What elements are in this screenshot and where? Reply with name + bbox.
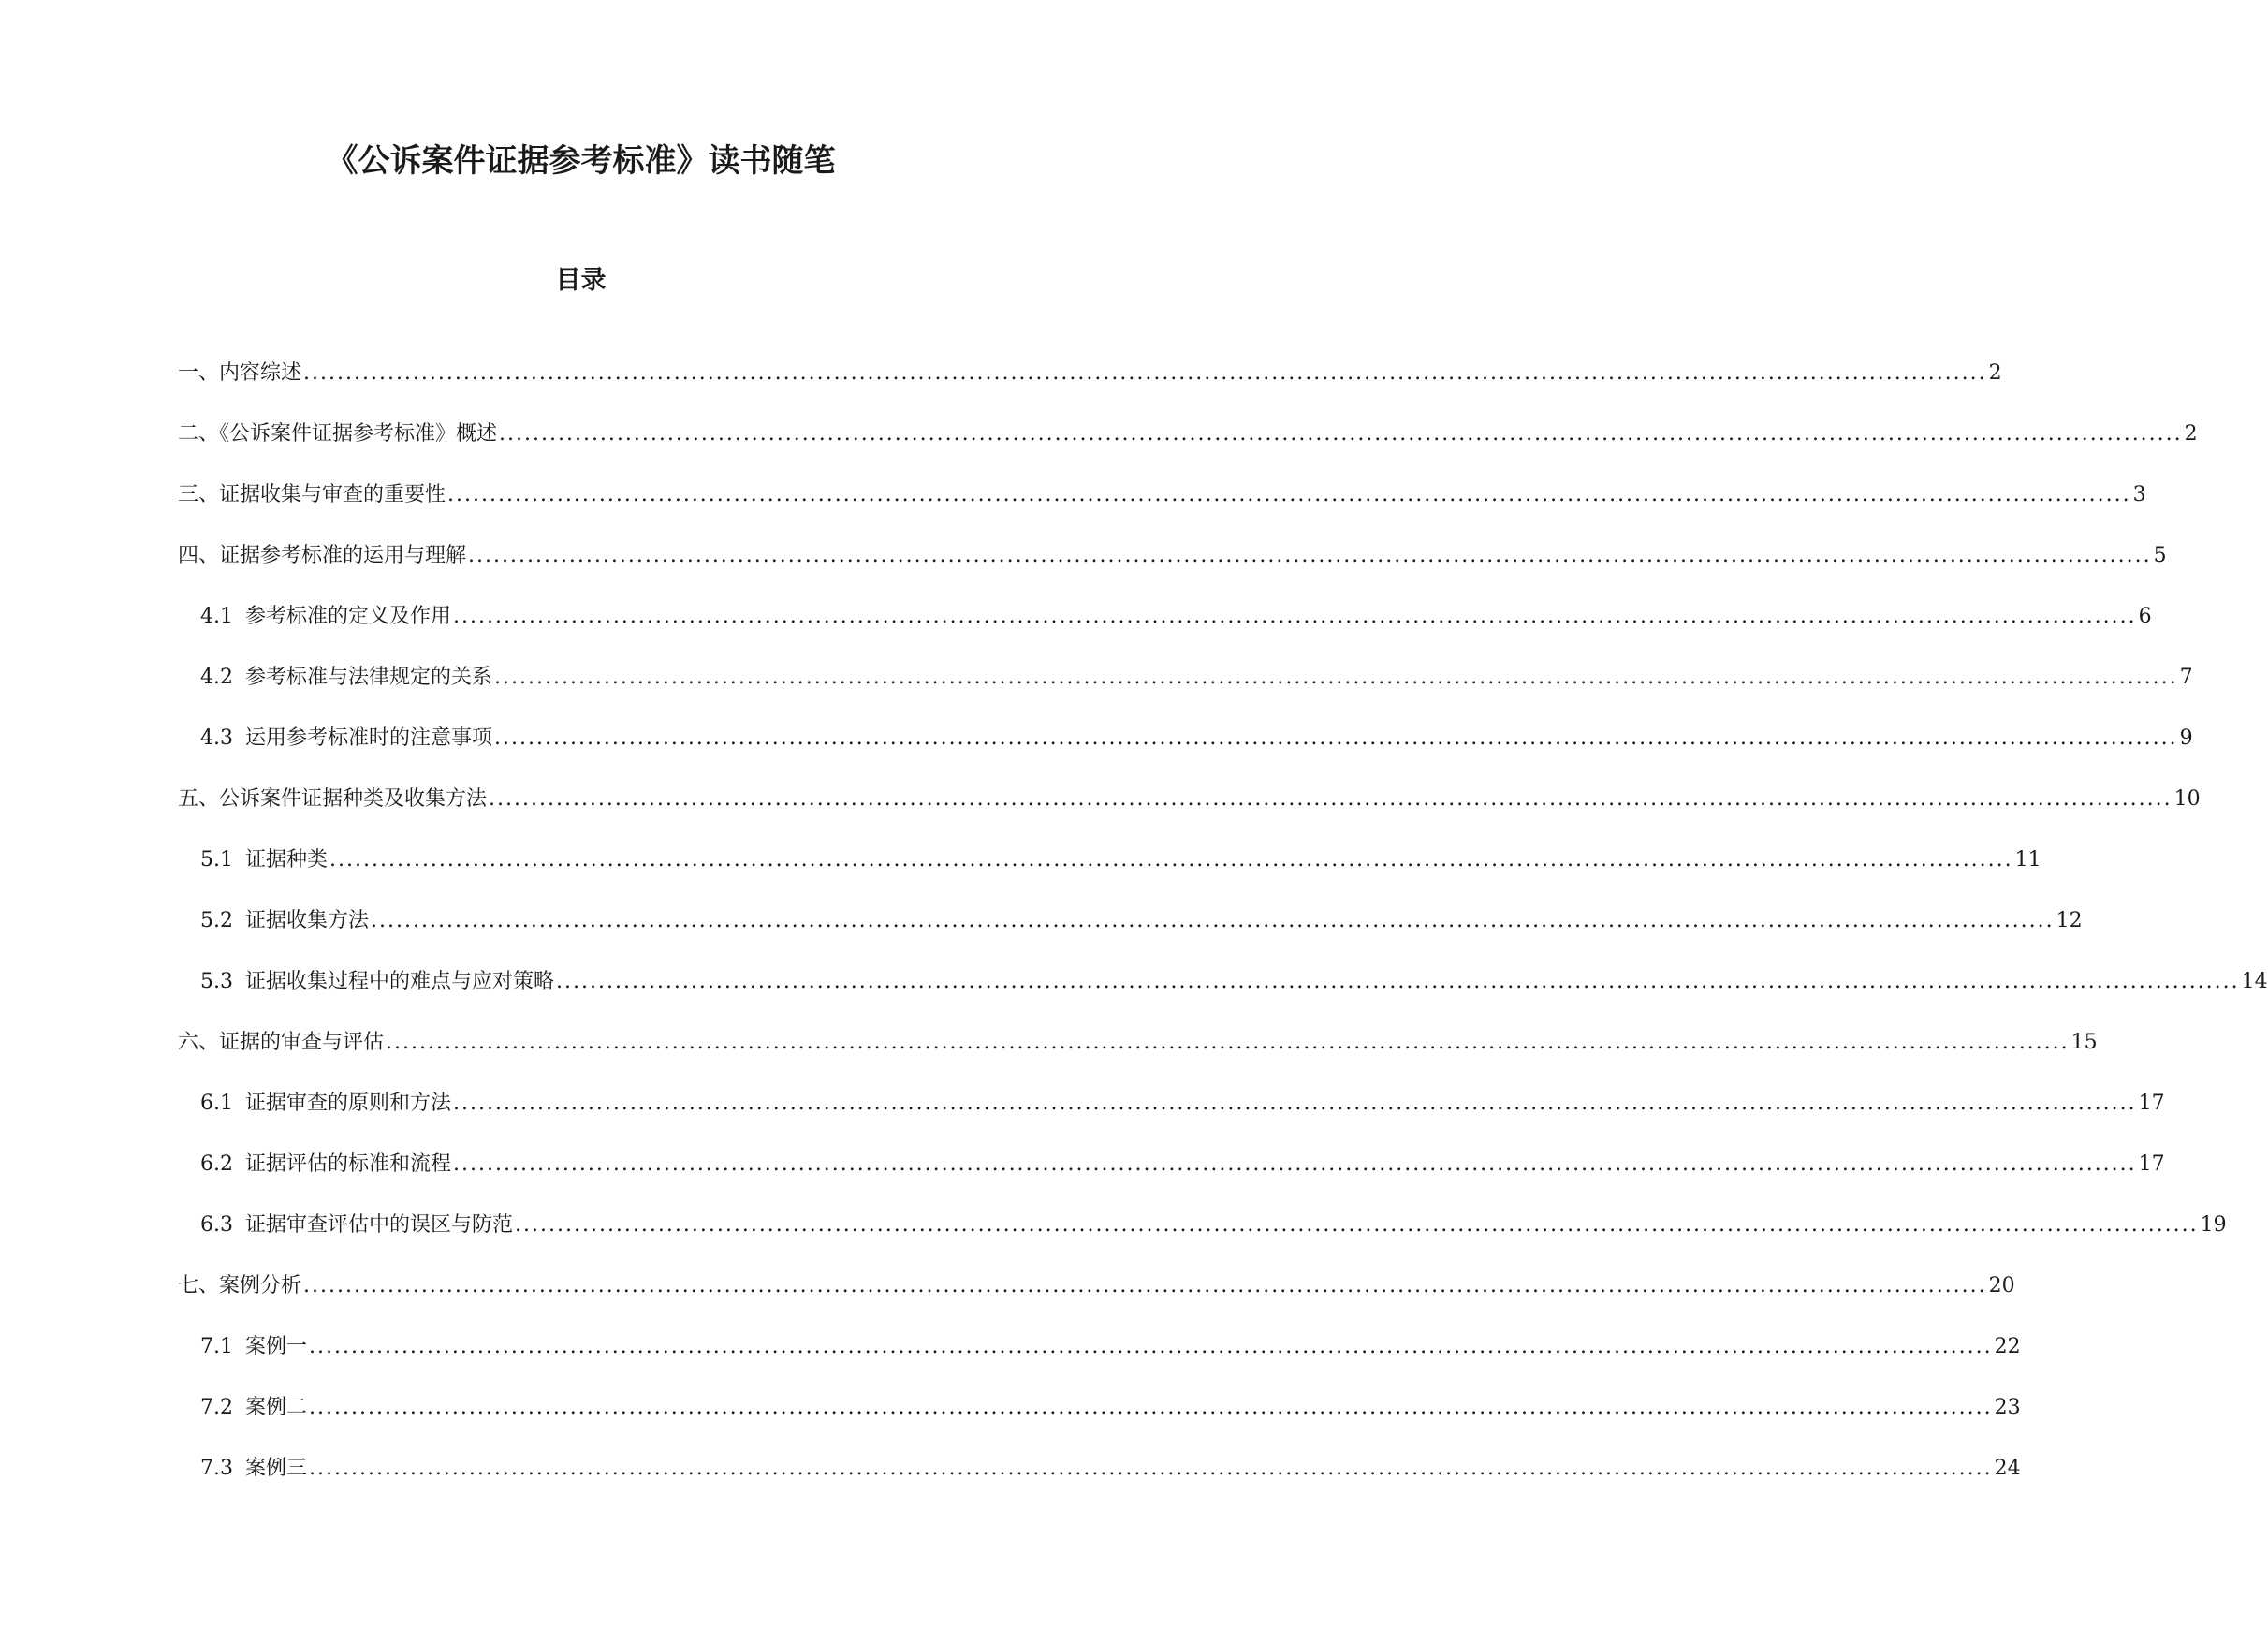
- toc-entry-number: 6.2: [200, 1152, 233, 1176]
- toc-page-number: 2: [1988, 361, 2002, 385]
- toc-entry-number: 4.2: [200, 666, 233, 689]
- toc-entry[interactable]: [200, 1090, 2165, 1118]
- toc-entry[interactable]: [178, 542, 2167, 570]
- toc-entry[interactable]: [200, 603, 2152, 631]
- toc-entry[interactable]: [200, 1333, 2021, 1361]
- toc-entry-label: 二、《公诉案件证据参考标准》概述: [178, 422, 498, 446]
- toc-page-number: 5: [2153, 544, 2167, 567]
- toc-entry[interactable]: [178, 420, 2198, 448]
- toc-page-number: 20: [1988, 1274, 2015, 1297]
- toc-entry[interactable]: [200, 907, 2083, 935]
- toc-entry-label: 参考标准与法律规定的关系: [245, 666, 493, 689]
- toc-dot-leader: ........................................................................................................................................................................................................: [386, 1031, 2070, 1054]
- toc-dot-leader: ........................................................................................................................................................................................................: [494, 726, 2178, 750]
- toc-dot-leader: ........................................................................................................................................................................................................: [303, 361, 1987, 385]
- toc-entry-number: 5.2: [200, 909, 233, 932]
- toc-entry[interactable]: [200, 968, 2268, 996]
- toc-entry-label: 证据审查评估中的误区与防范: [245, 1213, 514, 1237]
- toc-entry[interactable]: [178, 1029, 2098, 1057]
- toc-entry-label: 四、证据参考标准的运用与理解: [178, 544, 467, 567]
- toc-entry[interactable]: [178, 359, 2002, 388]
- toc-entry-label: 参考标准的定义及作用: [245, 605, 452, 628]
- toc-entry[interactable]: [178, 785, 2201, 814]
- toc-entry[interactable]: [200, 1394, 2021, 1422]
- toc-entry[interactable]: [178, 481, 2146, 509]
- toc-entry-label: 案例二: [245, 1396, 308, 1419]
- toc-entry[interactable]: [200, 725, 2193, 753]
- document-title: 《公诉案件证据参考标准》读书随笔: [326, 142, 836, 180]
- toc-page-number: 12: [2056, 909, 2083, 932]
- toc-dot-leader: ........................................................................................................................................................................................................: [371, 909, 2055, 932]
- toc-dot-leader: ........................................................................................................................................................................................................: [556, 970, 2240, 993]
- toc-page-number: 7: [2179, 666, 2193, 689]
- toc-dot-leader: ........................................................................................................................................................................................................: [499, 422, 2183, 446]
- toc-entry-label: 案例三: [245, 1457, 308, 1480]
- toc-page-number: 19: [2200, 1213, 2227, 1237]
- toc-entry-number: 7.3: [200, 1457, 233, 1480]
- toc-dot-leader: ........................................................................................................................................................................................................: [515, 1213, 2199, 1237]
- toc-entry-label: 一、内容综述: [178, 361, 302, 385]
- toc-dot-leader: ........................................................................................................................................................................................................: [453, 1152, 2137, 1176]
- toc-dot-leader: ........................................................................................................................................................................................................: [309, 1335, 1993, 1358]
- toc-dot-leader: ........................................................................................................................................................................................................: [447, 483, 2131, 506]
- toc-entry-label: 证据评估的标准和流程: [245, 1152, 452, 1176]
- toc-page-number: 17: [2138, 1152, 2165, 1176]
- toc-dot-leader: ........................................................................................................................................................................................................: [453, 1092, 2137, 1115]
- toc-entry[interactable]: [200, 1211, 2227, 1239]
- toc-dot-leader: ........................................................................................................................................................................................................: [468, 544, 2152, 567]
- toc-entry[interactable]: [200, 1151, 2165, 1179]
- toc-page-number: 10: [2173, 787, 2201, 811]
- toc-entry-label: 五、公诉案件证据种类及收集方法: [178, 787, 488, 811]
- toc-entry-label: 案例一: [245, 1335, 308, 1358]
- toc-entry-number: 4.1: [200, 605, 233, 628]
- toc-entry-number: 7.1: [200, 1335, 233, 1358]
- toc-page-number: 14: [2241, 970, 2268, 993]
- toc-entry-number: 7.2: [200, 1396, 233, 1419]
- toc-page-number: 3: [2132, 483, 2146, 506]
- toc-entry-label: 证据收集过程中的难点与应对策略: [245, 970, 555, 993]
- toc-entry-number: 4.3: [200, 726, 233, 750]
- toc-dot-leader: ........................................................................................................................................................................................................: [309, 1396, 1993, 1419]
- toc-page-number: 17: [2138, 1092, 2165, 1115]
- toc-entry-number: 5.3: [200, 970, 233, 993]
- toc-dot-leader: ........................................................................................................................................................................................................: [329, 848, 2013, 872]
- toc-entry[interactable]: [200, 1455, 2021, 1483]
- toc-page-number: 6: [2138, 605, 2152, 628]
- toc-dot-leader: ........................................................................................................................................................................................................: [494, 666, 2178, 689]
- toc-page-number: 15: [2070, 1031, 2098, 1054]
- toc-entry-label: 三、证据收集与审查的重要性: [178, 483, 446, 506]
- toc-dot-leader: ........................................................................................................................................................................................................: [489, 787, 2173, 811]
- toc-dot-leader: ........................................................................................................................................................................................................: [453, 605, 2137, 628]
- toc-page-number: 11: [2014, 848, 2041, 872]
- toc-page-number: 9: [2179, 726, 2193, 750]
- toc-entry-number: 6.3: [200, 1213, 233, 1237]
- toc-entry-label: 七、案例分析: [178, 1274, 302, 1297]
- toc-entry-number: 6.1: [200, 1092, 233, 1115]
- toc-page-number: 2: [2184, 422, 2198, 446]
- toc-entry-label: 证据收集方法: [245, 909, 370, 932]
- toc-entry-label: 六、证据的审查与评估: [178, 1031, 385, 1054]
- toc-entry-number: 5.1: [200, 848, 233, 872]
- toc-heading: 目录: [555, 266, 607, 295]
- toc-entry[interactable]: [200, 846, 2041, 874]
- toc-page-number: 22: [1994, 1335, 2021, 1358]
- toc-entry[interactable]: [200, 664, 2193, 692]
- toc-dot-leader: ........................................................................................................................................................................................................: [309, 1457, 1993, 1480]
- toc-entry[interactable]: [178, 1272, 2015, 1300]
- toc-page-number: 23: [1994, 1396, 2021, 1419]
- toc-entry-label: 证据审查的原则和方法: [245, 1092, 452, 1115]
- toc-entry-label: 证据种类: [245, 848, 329, 872]
- toc-page-number: 24: [1994, 1457, 2021, 1480]
- toc-dot-leader: ........................................................................................................................................................................................................: [303, 1274, 1987, 1297]
- toc-entry-label: 运用参考标准时的注意事项: [245, 726, 493, 750]
